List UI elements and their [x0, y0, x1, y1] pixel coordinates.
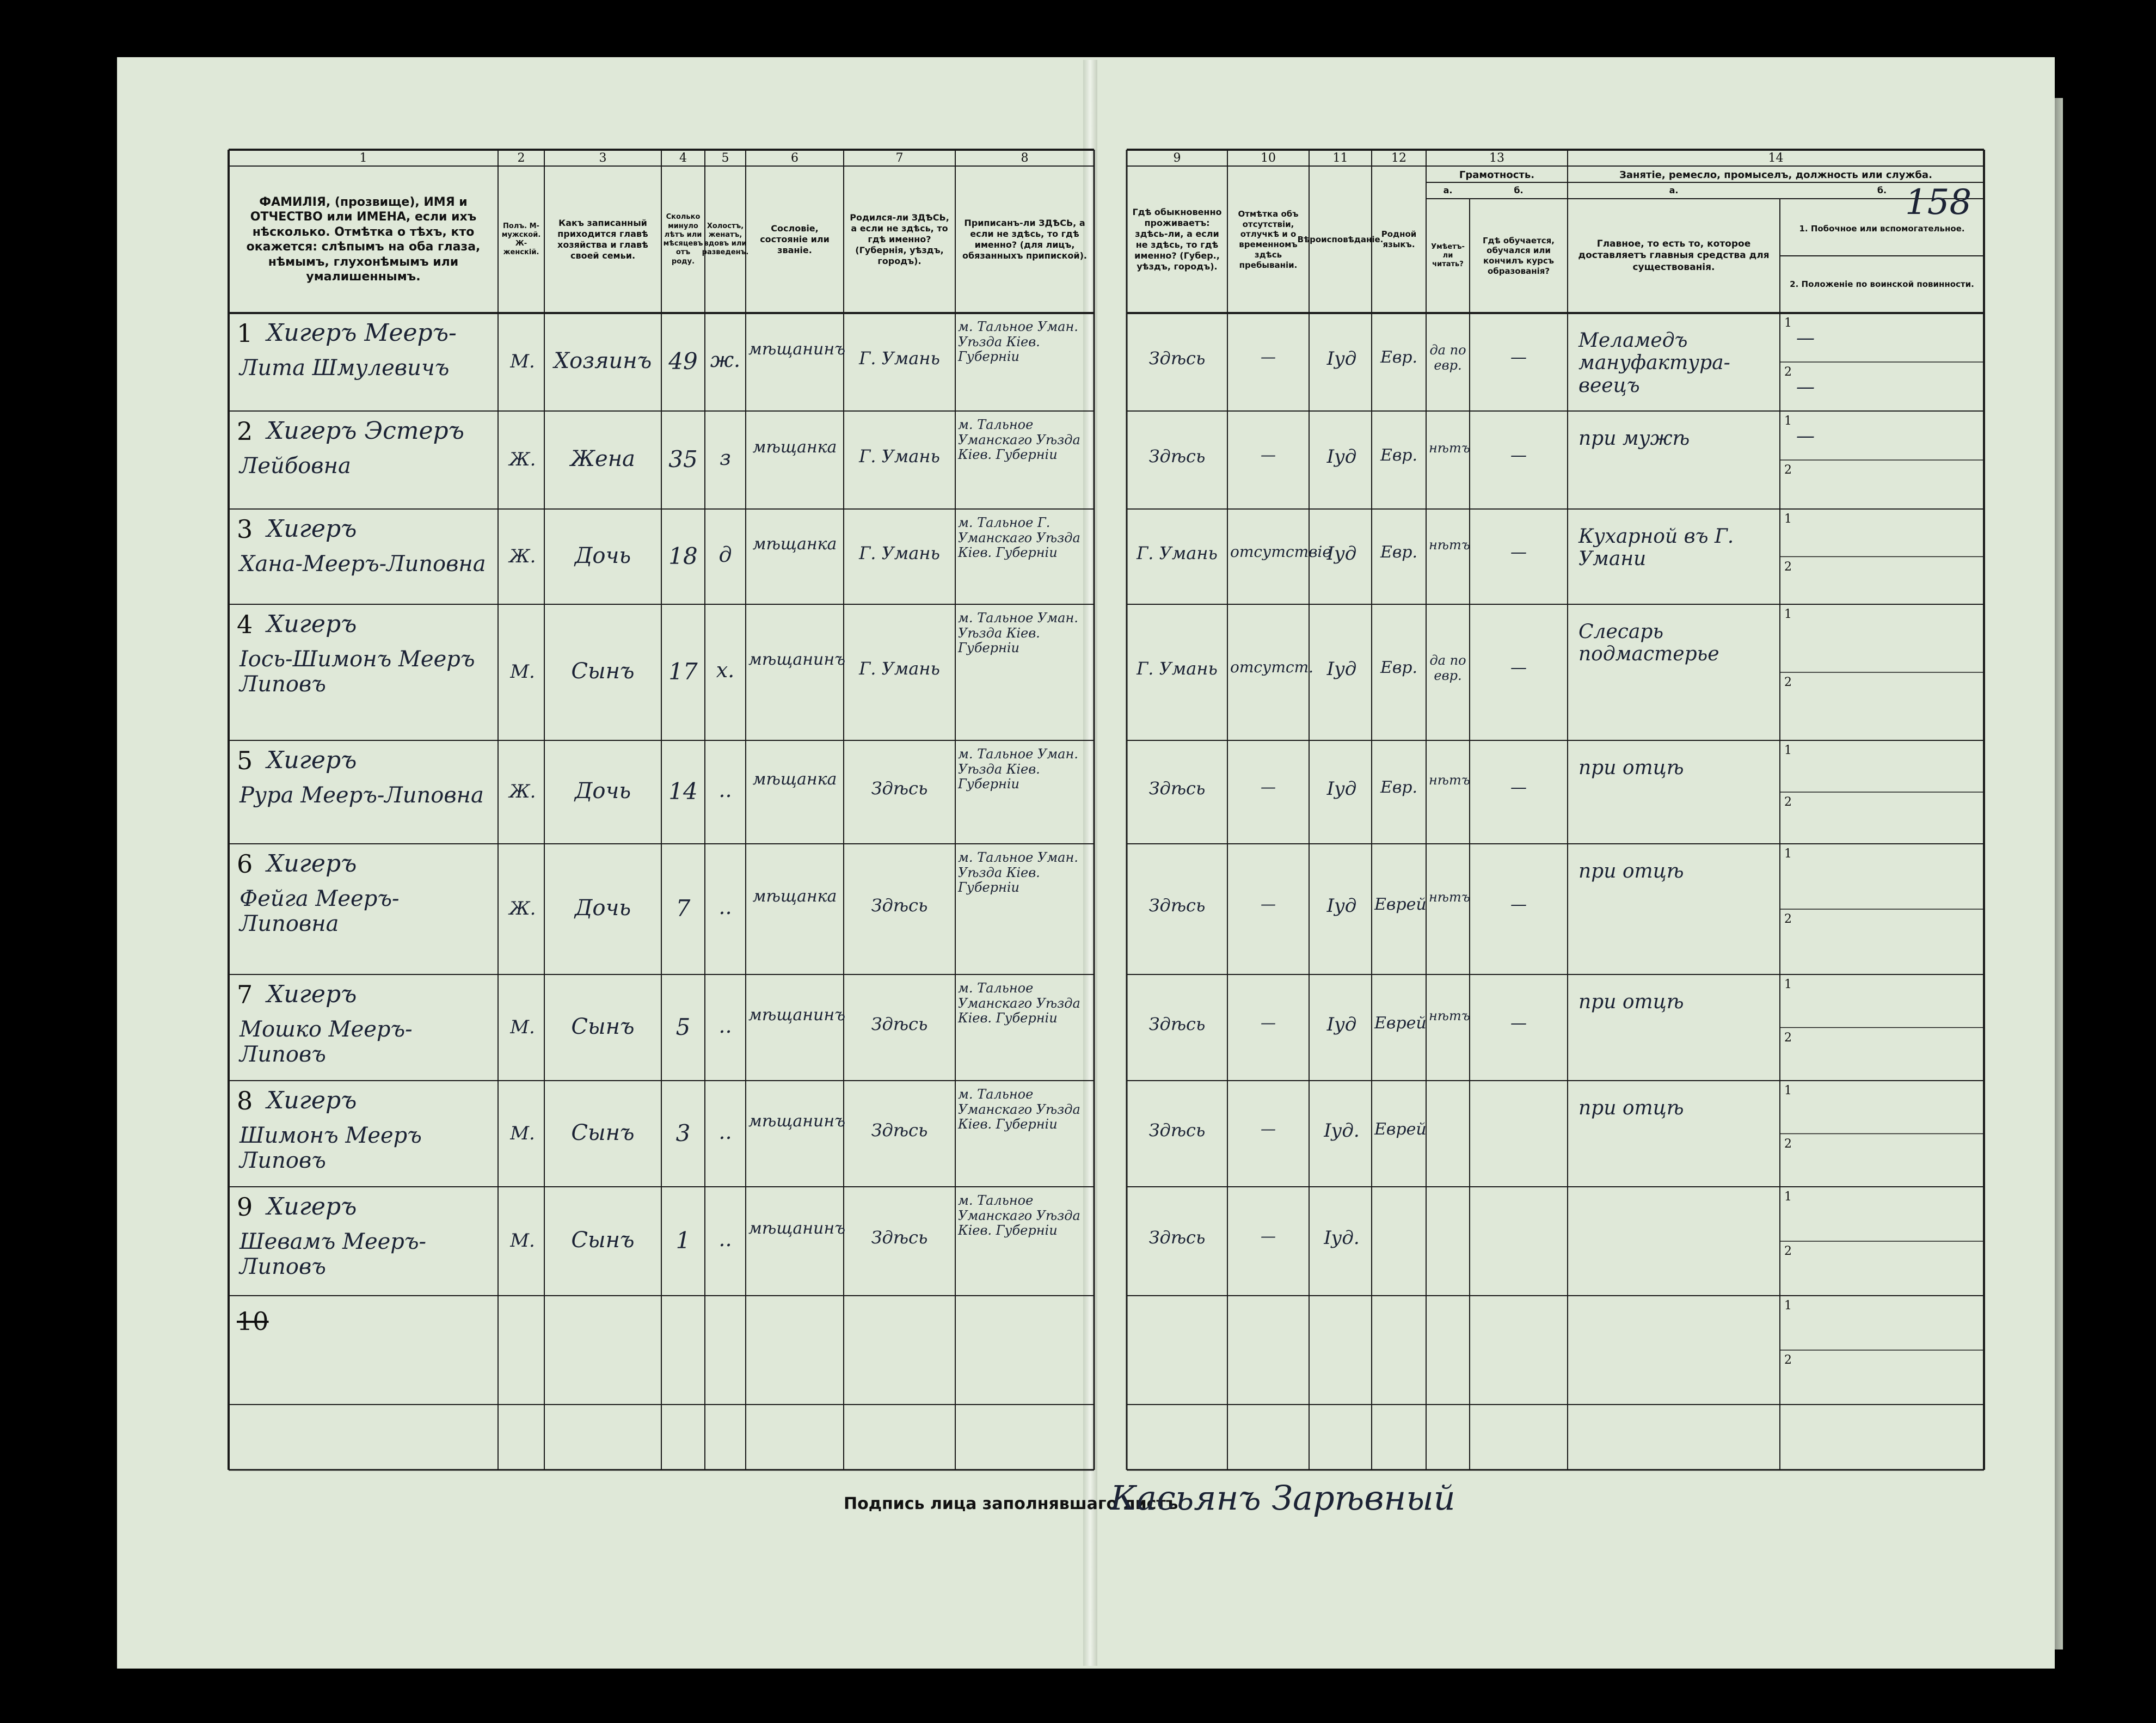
age-text: 35 — [668, 446, 698, 473]
signature-handwriting: Касьянъ Зарѣвный — [1110, 1478, 1455, 1518]
column-number: 10 — [1261, 151, 1276, 165]
secondary-occupation-label: 1 — [1784, 1084, 1792, 1097]
surname-text: Хигеръ — [267, 1193, 357, 1221]
sex-text: М. — [510, 1122, 535, 1144]
absence-text: отсутствіе — [1230, 542, 1331, 561]
occupation-text: при отцѣ — [1578, 757, 1684, 779]
education-text: — — [1510, 446, 1527, 465]
military-status-label: 2 — [1784, 912, 1792, 926]
residence-text: Здѣсь — [1148, 1119, 1206, 1141]
residence-text: Здѣсь — [1148, 348, 1206, 369]
military-status-label: 2 — [1784, 795, 1792, 809]
given-name-text: Лейбовна — [239, 453, 351, 479]
estate-text: мѣщанинъ — [748, 1111, 846, 1131]
secondary-occupation-label: 1 — [1784, 512, 1792, 526]
column-number: 7 — [895, 151, 904, 165]
estate-text: мѣщанинъ — [748, 340, 846, 359]
residence-text: Здѣсь — [1148, 895, 1206, 916]
military-status-label: 2 — [1784, 1353, 1792, 1367]
can-read-text: да по евр. — [1429, 342, 1466, 373]
secondary-occupation-label: 1 — [1784, 978, 1792, 991]
sex-text: Ж. — [509, 781, 536, 802]
registration-text: м. Тальное Уманскаго Уѣзда Кiев. Губерніи — [958, 1193, 1080, 1238]
column-number: 2 — [517, 151, 525, 165]
registration-text: м. Тальное Уман. Уѣзда Кiев. Губерніи — [958, 746, 1078, 792]
column-header-occupation-b-label: б. — [1877, 185, 1887, 195]
row-number: 9 — [237, 1192, 253, 1222]
military-status-label: 2 — [1784, 560, 1792, 574]
secondary-occupation-label: 1 — [1784, 1190, 1792, 1204]
row-number: 6 — [237, 849, 253, 879]
signature-label: Подпись лица заполнявшаго листъ — [844, 1494, 1178, 1513]
religion-text: Іуд — [1326, 1013, 1357, 1035]
absence-text: — — [1261, 1119, 1276, 1138]
secondary-occupation-text: — — [1796, 327, 1815, 349]
secondary-occupation-label: 1 — [1784, 847, 1792, 861]
marital-text: ж. — [710, 348, 741, 372]
column-number: 5 — [721, 151, 729, 165]
sex-text: М. — [510, 1016, 535, 1038]
relation-text: Хозяинъ — [554, 348, 652, 373]
absence-text: — — [1261, 1227, 1276, 1245]
absence-text: — — [1261, 1013, 1276, 1032]
education-text: — — [1510, 1013, 1527, 1033]
can-read-text: нѣтъ — [1429, 537, 1470, 553]
estate-text: мѣщанка — [752, 534, 837, 554]
column-header-literacy-a-label: а. — [1443, 185, 1453, 195]
given-name-text: Шимонъ Мееръ Липовъ — [239, 1123, 422, 1173]
column-header-education: Гдѣ обучается, обучался или кончилъ курсъ образованія? — [1483, 235, 1555, 276]
given-name-text: Хана-Мееръ-Липовна — [239, 551, 486, 577]
birthplace-text: Здѣсь — [871, 895, 928, 916]
residence-text: Г. Умань — [1137, 658, 1218, 679]
row-number: 2 — [237, 416, 253, 446]
absence-text: — — [1261, 895, 1276, 913]
military-status-text: — — [1796, 376, 1815, 398]
age-text: 14 — [668, 778, 698, 805]
birthplace-text: Здѣсь — [871, 1119, 928, 1141]
religion-text: Іуд — [1326, 658, 1357, 680]
surname-text: Хигеръ — [267, 850, 357, 878]
occupation-text: при отцѣ — [1578, 860, 1684, 882]
marital-text: .. — [718, 1119, 732, 1144]
column-number: 3 — [599, 151, 607, 165]
surname-text: Хигеръ — [267, 980, 357, 1008]
absence-text: — — [1261, 778, 1276, 796]
given-name-text: Рура Мееръ-Липовна — [239, 783, 484, 808]
column-number: 1 — [359, 151, 367, 165]
given-name-text: Шевамъ Мееръ-Липовъ — [239, 1229, 427, 1279]
column-header-can-read: Умѣетъ-ли читать? — [1431, 242, 1465, 269]
marital-text: з — [720, 446, 731, 470]
column-header-military-status: 2. Положеніе по воинской повинности. — [1790, 279, 1974, 289]
birthplace-text: Здѣсь — [871, 1013, 928, 1034]
registration-text: м. Тальное Г. Уманскаго Уѣзда Кiев. Губерніи — [958, 515, 1080, 561]
religion-text: Іуд — [1326, 348, 1357, 370]
column-number: 13 — [1489, 151, 1504, 165]
column-number: 4 — [679, 151, 687, 165]
occupation-text: Слесарь подмастерье — [1578, 621, 1719, 666]
secondary-occupation-label: 1 — [1784, 1299, 1792, 1313]
can-read-text: нѣтъ — [1429, 772, 1470, 788]
given-name-text: Фейга Мееръ-Липовна — [239, 886, 400, 936]
row-number: 3 — [237, 514, 253, 544]
occupation-text: при отцѣ — [1578, 991, 1684, 1013]
relation-text: Дочь — [574, 543, 631, 568]
sex-text: Ж. — [509, 545, 536, 567]
column-header-occupation-a-label: а. — [1669, 185, 1679, 195]
relation-text: Дочь — [574, 778, 631, 804]
registration-text: м. Тальное Уманскаго Уѣзда Кiев. Губерніи — [958, 1087, 1080, 1132]
registration-text: м. Тальное Уман. Уѣзда Кiев. Губерніи — [958, 850, 1078, 896]
given-name-text: Іось-Шимонъ Мееръ Липовъ — [239, 647, 475, 697]
secondary-occupation-label: 1 — [1784, 744, 1792, 757]
marital-text: .. — [718, 895, 732, 919]
marital-text: .. — [718, 778, 732, 802]
row-number: 7 — [237, 980, 253, 1009]
language-text: Евр. — [1380, 542, 1418, 562]
surname-text: Хигеръ Эстеръ — [267, 417, 464, 445]
education-text: — — [1510, 658, 1527, 677]
column-header-registration: Приписанъ-ли ЗДѢСЬ, а если не здѣсь, то гдѣ именно? (для лицъ, обязанныхъ припиской). — [962, 218, 1087, 261]
column-header-estate: Сословіе, состояніе или званіе. — [760, 223, 830, 255]
estate-text: мѣщанка — [752, 887, 837, 906]
occupation-text: Меламедъ мануфактура-веецъ — [1578, 329, 1730, 397]
age-text: 5 — [675, 1013, 691, 1040]
age-text: 49 — [668, 348, 698, 375]
can-read-text: нѣтъ — [1429, 890, 1470, 905]
military-status-label: 2 — [1784, 365, 1792, 379]
age-text: 3 — [675, 1119, 691, 1146]
sex-text: М. — [510, 1230, 535, 1252]
relation-text: Сынъ — [571, 659, 635, 684]
relation-text: Сынъ — [571, 1120, 635, 1145]
birthplace-text: Г. Умань — [859, 348, 940, 369]
column-header-name: ФАМИЛІЯ, (прозвище), ИМЯ и ОТЧЕСТВО или ИМЕНА, если ихъ нѣсколько. Отмѣтка о тѣхъ, кто окажется: слѣпымъ на оба глаза, нѣмымъ, глухонѣмымъ или умалишеннымъ. — [246, 195, 481, 284]
sheet-number: 158 — [1905, 182, 1972, 223]
registration-text: м. Тальное Уманскаго Уѣзда Кiев. Губерніи — [958, 417, 1080, 463]
birthplace-text: Г. Умань — [859, 658, 940, 679]
age-text: 17 — [668, 658, 698, 685]
language-text: Еврей — [1374, 1013, 1427, 1033]
sex-text: М. — [510, 661, 535, 683]
secondary-occupation-text: — — [1796, 425, 1815, 447]
column-header-occupation: Занятіе, ремесло, промыселъ, должность или служба. — [1619, 169, 1932, 181]
row-number: 8 — [237, 1086, 253, 1115]
estate-text: мѣщанка — [752, 770, 837, 789]
given-name-text: Лита Шмулевичъ — [239, 355, 450, 381]
education-text: — — [1510, 348, 1527, 367]
given-name-text: Мошко Мееръ-Липовъ — [239, 1017, 413, 1067]
relation-text: Сынъ — [571, 1228, 635, 1253]
can-read-text: нѣтъ — [1429, 440, 1470, 456]
marital-text: .. — [718, 1013, 732, 1038]
column-header-relation: Какъ записанный приходится главѣ хозяйства и главѣ своей семьи. — [557, 218, 648, 261]
religion-text: Іуд — [1326, 895, 1357, 917]
religion-text: Іуд — [1326, 778, 1357, 800]
military-status-label: 2 — [1784, 1031, 1792, 1045]
relation-text: Дочь — [574, 896, 631, 921]
surname-text: Хигеръ — [267, 746, 357, 774]
education-text: — — [1510, 778, 1527, 797]
residence-text: Здѣсь — [1148, 1013, 1206, 1034]
religion-text: Іуд — [1326, 542, 1357, 565]
military-status-label: 2 — [1784, 1137, 1792, 1151]
birthplace-text: Г. Умань — [859, 446, 940, 467]
language-text: Еврей — [1374, 895, 1427, 914]
column-header-residence: Гдѣ обыкновенно проживаетъ: здѣсь-ли, а если не здѣсь, то гдѣ именно? (Губер., уѣздъ, городъ). — [1132, 207, 1222, 272]
estate-text: мѣщанинъ — [748, 1005, 846, 1025]
row-number: 4 — [237, 610, 253, 639]
religion-text: Іуд — [1326, 446, 1357, 468]
language-text: Еврей — [1374, 1119, 1427, 1139]
birthplace-text: Г. Умань — [859, 542, 940, 563]
estate-text: мѣщанинъ — [748, 650, 846, 669]
language-text: Евр. — [1380, 778, 1418, 797]
surname-text: Хигеръ — [267, 610, 357, 638]
column-number: 8 — [1021, 151, 1029, 165]
language-text: Евр. — [1380, 658, 1418, 677]
military-status-label: 2 — [1784, 676, 1792, 689]
religion-text: Іуд. — [1324, 1119, 1360, 1142]
can-read-text: нѣтъ — [1429, 1008, 1470, 1023]
sex-text: Ж. — [509, 449, 536, 470]
column-header-main-occupation: Главное, то есть то, которое доставляетъ главныя средства для существованія. — [1578, 238, 1770, 273]
residence-text: Здѣсь — [1148, 1227, 1206, 1248]
column-header-language: Родной языкъ. — [1381, 229, 1417, 249]
estate-text: мѣщанинъ — [748, 1219, 846, 1238]
secondary-occupation-label: 1 — [1784, 414, 1792, 428]
row-number: 1 — [237, 318, 253, 348]
column-number: 12 — [1391, 151, 1406, 165]
marital-text: х. — [716, 658, 735, 682]
registration-text: м. Тальное Уман. Уѣзда Кiев. Губерніи — [958, 610, 1078, 656]
column-number: 9 — [1173, 151, 1181, 165]
surname-text: Хигеръ — [267, 515, 357, 543]
absence-text: — — [1261, 446, 1276, 464]
military-status-label: 2 — [1784, 463, 1792, 477]
column-header-absence: Отмѣтка объ отсутствіи, отлучкѣ и о временномъ здѣсь пребываніи. — [1238, 209, 1299, 270]
occupation-text: Кухарной въ Г. Умани — [1578, 525, 1734, 571]
column-header-religion: Вѣроисповѣданіе. — [1297, 234, 1384, 244]
age-text: 18 — [668, 542, 698, 569]
row-number: 10 — [237, 1307, 269, 1336]
marital-text: д — [718, 542, 732, 567]
education-text: — — [1510, 895, 1527, 914]
birthplace-text: Здѣсь — [871, 778, 928, 799]
military-status-label: 2 — [1784, 1244, 1792, 1258]
surname-text: Хигеръ Мееръ- — [267, 319, 457, 347]
marital-text: .. — [718, 1227, 732, 1251]
registration-text: м. Тальное Уманскаго Уѣзда Кiев. Губерніи — [958, 980, 1080, 1026]
sex-text: М. — [510, 351, 535, 372]
occupation-text: при отцѣ — [1578, 1097, 1684, 1119]
estate-text: мѣщанка — [752, 438, 837, 457]
occupation-text: при мужѣ — [1578, 427, 1690, 450]
absence-text: — — [1261, 348, 1276, 366]
secondary-occupation-label: 1 — [1784, 608, 1792, 621]
absence-text: отсутст. — [1230, 658, 1314, 676]
column-header-secondary-occupation: 1. Побочное или вспомогательное. — [1799, 223, 1965, 234]
age-text: 7 — [675, 895, 691, 922]
column-header-age: Сколько минуло лѣтъ или мѣсяцевъ отъ роду. — [663, 213, 703, 266]
relation-text: Сынъ — [571, 1014, 635, 1039]
row-number: 5 — [237, 746, 253, 775]
residence-text: Г. Умань — [1137, 542, 1218, 563]
column-number: 11 — [1332, 151, 1348, 165]
registration-text: м. Тальное Уман. Уѣзда Кiев. Губерніи — [958, 319, 1078, 365]
column-header-literacy-b-label: б. — [1514, 185, 1524, 195]
column-number: 6 — [791, 151, 798, 165]
column-header-marital: Холостъ, женатъ, вдовъ или разведенъ. — [702, 222, 749, 257]
residence-text: Здѣсь — [1148, 446, 1206, 467]
religion-text: Іуд. — [1324, 1227, 1360, 1249]
relation-text: Жена — [570, 446, 635, 471]
language-text: Евр. — [1380, 348, 1418, 367]
language-text: Евр. — [1380, 446, 1418, 465]
age-text: 1 — [675, 1227, 691, 1254]
education-text: — — [1510, 542, 1527, 562]
column-header-literacy: Грамотность. — [1459, 169, 1535, 181]
column-number: 14 — [1768, 151, 1784, 165]
birthplace-text: Здѣсь — [871, 1227, 928, 1248]
can-read-text: да по евр. — [1429, 653, 1466, 683]
column-header-sex: Полъ. М-мужской. Ж-женскій. — [501, 222, 541, 257]
sex-text: Ж. — [509, 898, 536, 919]
secondary-occupation-label: 1 — [1784, 316, 1792, 330]
column-header-birthplace: Родился-ли ЗДѢСЬ, а если не здѣсь, то гдѣ именно? (Губернія, уѣздъ, городъ). — [850, 212, 949, 266]
surname-text: Хигеръ — [267, 1087, 357, 1114]
residence-text: Здѣсь — [1148, 778, 1206, 799]
